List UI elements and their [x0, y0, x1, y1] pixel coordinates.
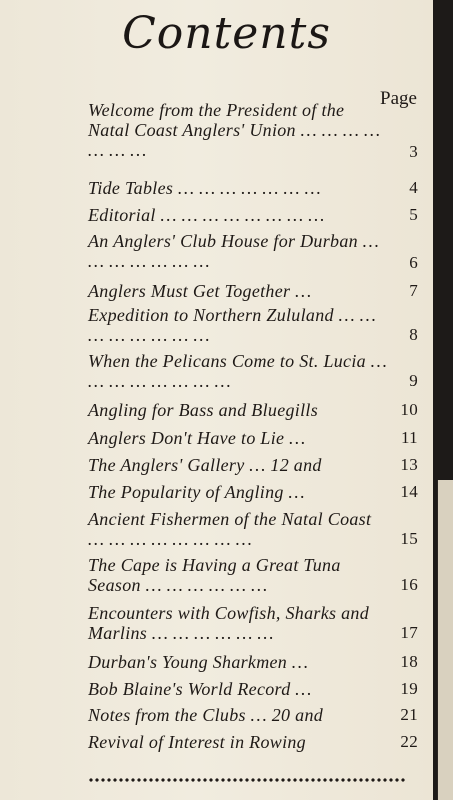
toc-entry: [88, 351, 418, 391]
toc-entry-page: 22: [400, 732, 418, 751]
toc-entry-title: Encounters with Cowfish, Sharks and Marlins … … … … … …: [88, 603, 370, 643]
toc-entry-page: 16: [400, 575, 418, 594]
toc-entry-page: 8: [409, 325, 418, 344]
toc-entry-title: The Cape is Having a Great Tuna Season … … … … … …: [88, 555, 341, 595]
toc-entry-page: 19: [400, 679, 418, 698]
toc-entry: [88, 231, 418, 273]
toc-entry-title: Notes from the Clubs … 20 and: [88, 705, 324, 725]
page-column-header: Page: [380, 88, 417, 109]
toc-entry-title: Anglers Must Get Together …: [88, 281, 312, 301]
toc-entry: [88, 205, 418, 225]
toc-entry-title: Durban's Young Sharkmen …: [88, 652, 309, 672]
toc-entry-title: The Anglers' Gallery … 12 and: [88, 455, 322, 475]
toc-entry: [88, 652, 418, 672]
toc-entry-page: 17: [400, 623, 418, 642]
toc-entry-page: 14: [400, 482, 418, 501]
toc-entry-title: Angling for Bass and Bluegills: [88, 400, 319, 420]
toc-entry-title: Ancient Fishermen of the Natal Coast … … … … … … … …: [88, 509, 372, 549]
toc-entry: [88, 705, 418, 725]
toc-entry: [88, 178, 418, 198]
toc-entry-title: Tide Tables … … … … … … …: [88, 178, 321, 198]
toc-entry: [88, 482, 418, 502]
toc-entry-page: 13: [400, 455, 418, 474]
adjacent-page-edge: [437, 480, 453, 800]
toc-entry-page: 7: [409, 281, 418, 300]
toc-entry: [88, 732, 418, 752]
toc-entry: [88, 679, 418, 699]
toc-entry-title: When the Pelicans Come to St. Lucia … … … … … … … …: [88, 351, 388, 391]
toc-entry: [88, 555, 418, 595]
toc-entry-title: Bob Blaine's World Record …: [88, 679, 312, 699]
toc-entry: [88, 509, 418, 549]
toc-entry-page: 5: [409, 205, 418, 224]
toc-entry-title: Anglers Don't Have to Lie …: [88, 428, 306, 448]
toc-entry: [88, 281, 418, 301]
toc-entry-title: Welcome from the President of the Natal Coast Anglers' Union … … … … … … …: [88, 100, 381, 160]
toc-entry: [88, 400, 418, 420]
toc-entry-page: 10: [400, 400, 418, 419]
toc-entry-page: 18: [400, 652, 418, 671]
toc-entry: [88, 455, 418, 475]
toc-entry-page: 3: [409, 142, 418, 161]
toc-entry-page: 6: [409, 253, 418, 272]
toc-entry-title: Revival of Interest in Rowing: [88, 732, 306, 752]
toc-entry-page: 21: [400, 705, 418, 724]
toc-entry-title: Expedition to Northern Zululand … … … … … … … …: [88, 305, 377, 345]
toc-entry-title: The Popularity of Angling …: [88, 482, 305, 502]
toc-entry: [88, 603, 418, 643]
toc-entry-page: 15: [400, 529, 418, 548]
dotted-divider: [88, 776, 406, 784]
toc-entry: [88, 100, 418, 162]
toc-entry-page: 11: [401, 428, 418, 447]
toc-entry-title: An Anglers' Club House for Durban … … … … … … …: [88, 231, 380, 271]
toc-entry: [88, 428, 418, 448]
toc-entry-page: 4: [409, 178, 418, 197]
toc-entry: [88, 305, 418, 345]
toc-entry-title: Editorial … … … … … … … …: [88, 205, 325, 225]
contents-title: Contents: [122, 8, 331, 59]
toc-entry-page: 9: [409, 371, 418, 390]
